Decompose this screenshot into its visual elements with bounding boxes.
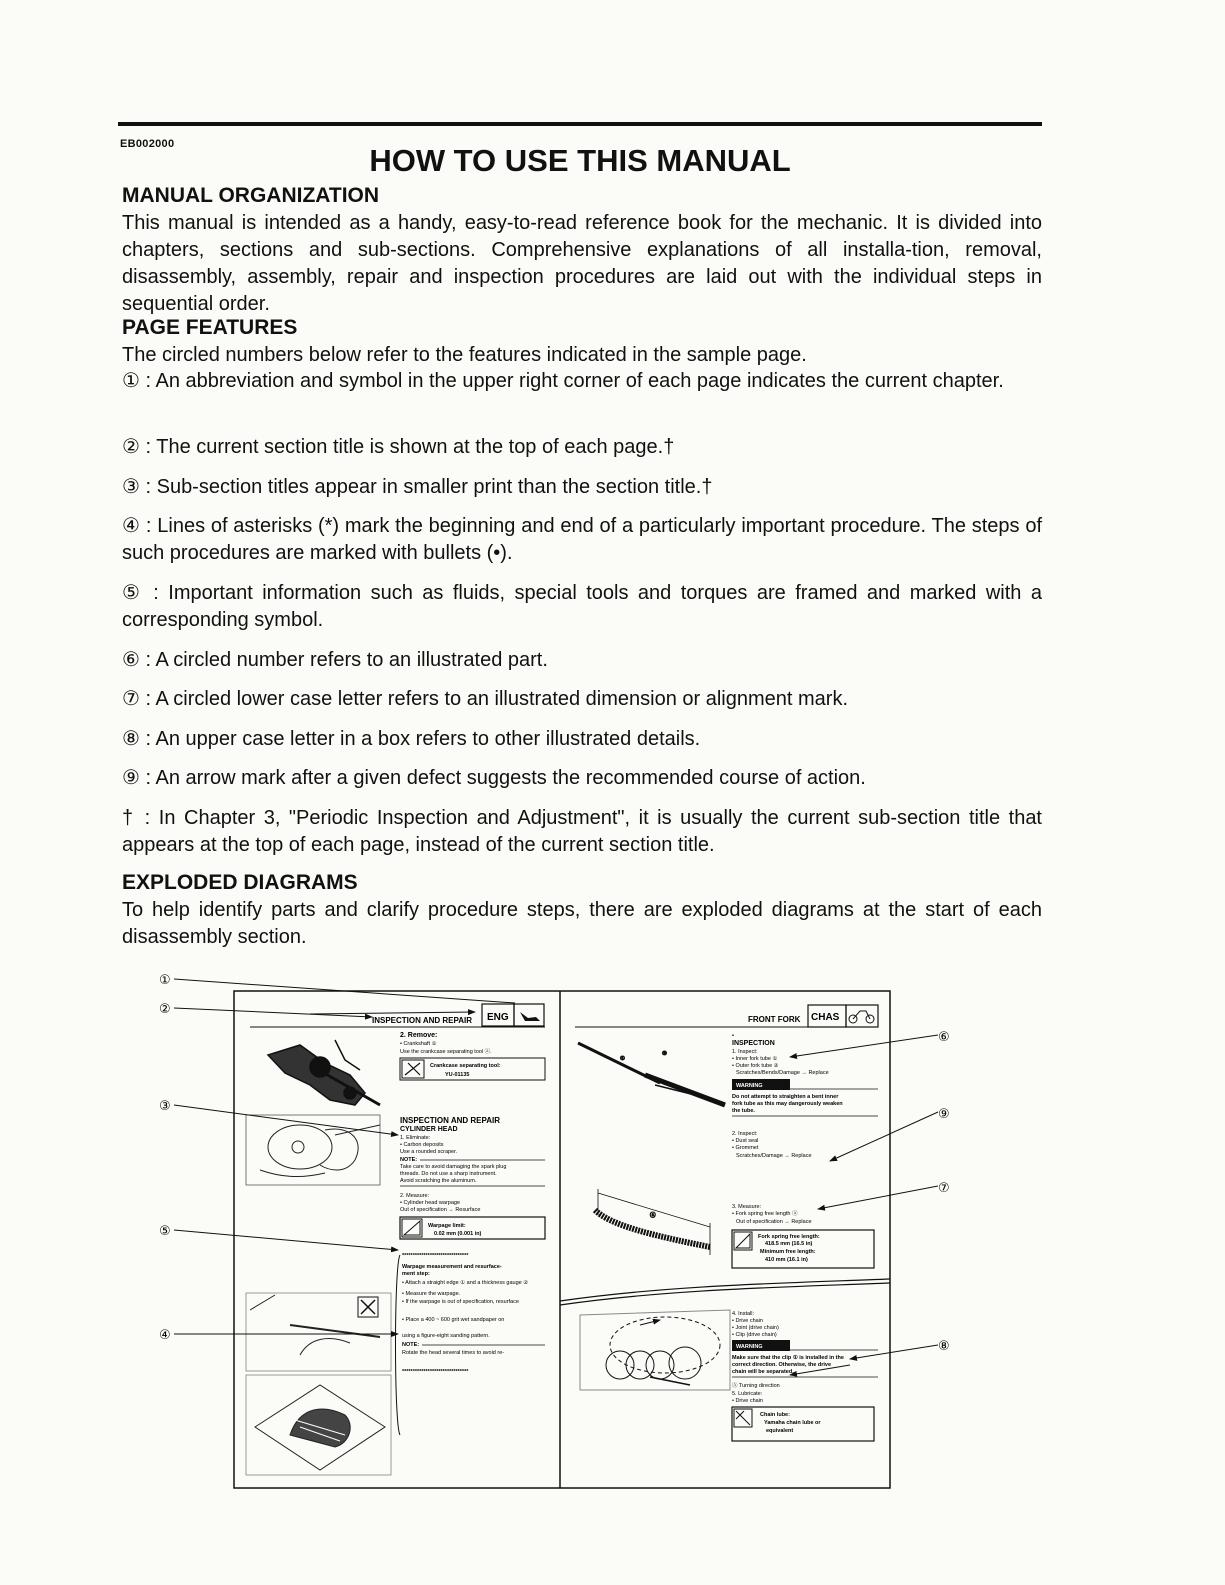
svg-text:0.02 mm (0.001 in): 0.02 mm (0.001 in) [434, 1231, 482, 1237]
sample-subsection-title: INSPECTION AND REPAIR [400, 1116, 501, 1125]
organization-paragraph: This manual is intended as a handy, easy-to-read reference book for the mechanic. It is divided into chapters, sections and sub-sections. Comprehensive explanations of all installa-tion, removal, disassembly, assembly, repair and inspection procedures are laid out with the individual steps in sequential order. [122, 212, 1042, 315]
svg-text:②: ② [159, 1002, 171, 1017]
svg-text:threads. Do not use a sharp in: threads. Do not use a sharp instrument. [400, 1171, 497, 1177]
right-header-tag: CHAS [811, 1012, 840, 1023]
svg-text:3. Measure:: 3. Measure: [732, 1204, 762, 1210]
svg-text:equivalent: equivalent [766, 1428, 794, 1434]
svg-text:• Outer fork tube ②: • Outer fork tube ② [732, 1063, 779, 1069]
svg-text:410 mm (16.1 in): 410 mm (16.1 in) [765, 1257, 808, 1263]
svg-text:YU-01135: YU-01135 [445, 1072, 470, 1078]
heading-manual-organization: MANUAL ORGANIZATION [122, 184, 380, 207]
cylinder-head-illustration [246, 1115, 380, 1185]
callout-2 [159, 1002, 475, 1017]
svg-text:①: ① [159, 973, 171, 988]
svg-text:⑨: ⑨ [938, 1107, 950, 1122]
svg-text:2. Inspect:: 2. Inspect: [732, 1131, 758, 1137]
svg-text:• Cylinder head warpage: • Cylinder head warpage [400, 1200, 461, 1206]
svg-text:Ⓐ Turning direction: Ⓐ Turning direction [732, 1383, 780, 1389]
svg-text:Take care to avoid damaging th: Take care to avoid damaging the spark plug [400, 1164, 507, 1170]
svg-text:Warpage measurement and resurf: Warpage measurement and resurface- [402, 1264, 502, 1270]
svg-text:ⓐ: ⓐ [650, 1213, 656, 1219]
svg-text:①: ① [620, 1056, 625, 1062]
svg-text:NOTE:: NOTE: [402, 1342, 420, 1348]
svg-text:Do not attempt to straighten a: Do not attempt to straighten a bent inner [732, 1094, 839, 1100]
svg-text:1. Inspect:: 1. Inspect: [732, 1049, 758, 1055]
drive-chain-illustration [580, 1310, 730, 1390]
sample-page-illustration [150, 965, 1010, 1500]
fork-tube-illustration [578, 1043, 725, 1105]
page-title: HOW TO USE THIS MANUAL [369, 143, 791, 178]
svg-text:******************************: ******************************* [402, 1253, 469, 1259]
svg-text:⑤: ⑤ [159, 1224, 171, 1239]
svg-text:the tube.: the tube. [732, 1108, 755, 1114]
svg-text:Avoid scratching the aluminum.: Avoid scratching the aluminum. [400, 1178, 477, 1184]
svg-text:Rotate the head several times: Rotate the head several times to avoid re- [402, 1350, 505, 1356]
svg-text:Scratches/Bends/Damage → Repla: Scratches/Bends/Damage → Replace [736, 1070, 829, 1076]
svg-text:using a figure-eight sanding p: using a figure-eight sanding pattern. [402, 1333, 490, 1339]
svg-text:Use a rounded scraper.: Use a rounded scraper. [400, 1149, 458, 1155]
svg-text:NOTE:: NOTE: [400, 1157, 418, 1163]
svg-text:• Clip (drive chain): • Clip (drive chain) [732, 1332, 777, 1338]
callout-3 [159, 1099, 398, 1135]
feature-item-8: ⑧ : An upper case letter in a box refers to other illustrated details. [122, 728, 701, 750]
svg-text:2. Measure:: 2. Measure: [400, 1193, 430, 1199]
svg-text:Yamaha chain lube or: Yamaha chain lube or [764, 1420, 821, 1426]
svg-text:CYLINDER HEAD: CYLINDER HEAD [400, 1126, 458, 1133]
svg-text:Crankcase separating tool:: Crankcase separating tool: [430, 1063, 501, 1069]
feature-footnote: † : In Chapter 3, "Periodic Inspection and Adjustment", it is usually the current sub-section title that appears at the top of each page, instead of the current section title. [122, 807, 1042, 856]
exploded-paragraph: To help identify parts and clarify procedure steps, there are exploded diagrams at the start of each disassembly section. [122, 899, 1042, 948]
svg-text:•: • [732, 1033, 734, 1039]
svg-text:Chain lube:: Chain lube: [760, 1412, 790, 1418]
svg-text:Use the crankcase separating t: Use the crankcase separating tool ⓐ. [400, 1049, 492, 1055]
left-header-tag: ENG [487, 1012, 509, 1023]
features-intro: The circled numbers below refer to the features indicated in the sample page. [122, 344, 807, 366]
feature-item-6: ⑥ : A circled number refers to an illustrated part. [122, 649, 548, 671]
svg-text:WARNING: WARNING [736, 1344, 763, 1350]
svg-text:Fork spring free length:: Fork spring free length: [758, 1234, 820, 1240]
svg-text:• Carbon deposits: • Carbon deposits [400, 1142, 444, 1148]
svg-text:WARNING: WARNING [736, 1083, 763, 1089]
svg-text:correct direction. Otherwise,: correct direction. Otherwise, the drive [732, 1362, 832, 1368]
svg-text:Scratches/Damage → Replace: Scratches/Damage → Replace [736, 1153, 812, 1159]
svg-text:⑧: ⑧ [938, 1339, 950, 1354]
svg-text:⑥: ⑥ [938, 1030, 950, 1045]
svg-text:5. Lubricate:: 5. Lubricate: [732, 1391, 763, 1397]
svg-text:2. Remove:: 2. Remove: [400, 1032, 438, 1039]
svg-text:• Crankshaft ①: • Crankshaft ① [400, 1041, 437, 1047]
svg-text:• Joint (drive chain): • Joint (drive chain) [732, 1325, 779, 1331]
left-header-title: INSPECTION AND REPAIR [372, 1016, 473, 1025]
svg-text:• Measure the warpage.: • Measure the warpage. [402, 1291, 461, 1297]
straight-edge-illustration [246, 1293, 391, 1371]
heading-exploded-diagrams: EXPLODED DIAGRAMS [122, 871, 358, 894]
crankcase-illustration [268, 1040, 380, 1105]
callout-7 [818, 1181, 950, 1209]
feature-item-3: ③ : Sub-section titles appear in smaller print than the section title.† [122, 476, 713, 498]
feature-item-4: ④ : Lines of asterisks (*) mark the beginning and end of a particularly important procedure. The steps of such procedures are marked with bullets (•). [122, 515, 1042, 564]
svg-text:chain will be separated.: chain will be separated. [732, 1369, 794, 1375]
sanding-illustration [246, 1375, 391, 1475]
svg-text:• Inner fork tube ①: • Inner fork tube ① [732, 1056, 778, 1062]
document-code: EB002000 [120, 138, 175, 150]
feature-item-2: ② : The current section title is shown at the top of each page.† [122, 436, 675, 458]
top-rule [118, 122, 1042, 126]
svg-text:③: ③ [159, 1099, 171, 1114]
svg-text:• Dust seal: • Dust seal [732, 1138, 759, 1144]
svg-text:• Attach a straight edge ① and: • Attach a straight edge ① and a thickness gauge ② [402, 1280, 529, 1286]
feature-item-5: ⑤ : Important information such as fluids, special tools and torques are framed and marked with a corresponding symbol. [122, 582, 1042, 631]
svg-text:Make sure that the clip ① is i: Make sure that the clip ① is installed in the [732, 1355, 844, 1361]
svg-text:Minimum free length:: Minimum free length: [760, 1249, 816, 1255]
svg-text:⑦: ⑦ [938, 1181, 950, 1196]
svg-text:• If the warpage is out of spe: • If the warpage is out of specification, resurface [402, 1299, 519, 1305]
fork-spring-illustration [595, 1189, 710, 1255]
engine-icon [520, 1012, 540, 1021]
svg-text:②: ② [662, 1051, 667, 1057]
svg-text:Warpage limit:: Warpage limit: [428, 1223, 466, 1229]
motorcycle-icon [849, 1011, 874, 1023]
callout-1 [159, 973, 515, 1003]
heading-page-features: PAGE FEATURES [122, 316, 298, 339]
svg-text:******************************: ******************************* [402, 1369, 469, 1375]
svg-text:Out of specification → Replace: Out of specification → Replace [736, 1219, 812, 1225]
svg-text:• Drive chain: • Drive chain [732, 1398, 763, 1404]
svg-text:• Drive chain: • Drive chain [732, 1318, 763, 1324]
svg-text:ment step:: ment step: [402, 1271, 430, 1277]
callout-6 [790, 1030, 950, 1057]
feature-item-1: ① : An abbreviation and symbol in the upper right corner of each page indicates the current chapter. [122, 370, 1004, 392]
svg-text:fork tube as this may dangerou: fork tube as this may dangerously weaken [732, 1101, 843, 1107]
svg-text:• Grommet: • Grommet [732, 1145, 759, 1151]
callout-5 [159, 1224, 398, 1250]
svg-text:Out of specification → Resurfa: Out of specification → Resurface [400, 1207, 481, 1213]
svg-text:④: ④ [159, 1328, 171, 1343]
right-header-title: FRONT FORK [748, 1015, 801, 1024]
svg-text:418.5 mm (16.5 in): 418.5 mm (16.5 in) [765, 1241, 813, 1247]
svg-text:• Fork spring free length ⓐ: • Fork spring free length ⓐ [732, 1211, 798, 1217]
feature-item-7: ⑦ : A circled lower case letter refers to an illustrated dimension or alignment mark. [122, 688, 849, 710]
svg-text:INSPECTION: INSPECTION [732, 1040, 775, 1047]
svg-text:1. Eliminate:: 1. Eliminate: [400, 1135, 431, 1141]
svg-text:4. Install:: 4. Install: [732, 1311, 755, 1317]
svg-text:• Place a 400 ~ 600 grit wet s: • Place a 400 ~ 600 grit wet sandpaper on [402, 1317, 505, 1323]
feature-item-9: ⑨ : An arrow mark after a given defect suggests the recommended course of action. [122, 767, 866, 789]
